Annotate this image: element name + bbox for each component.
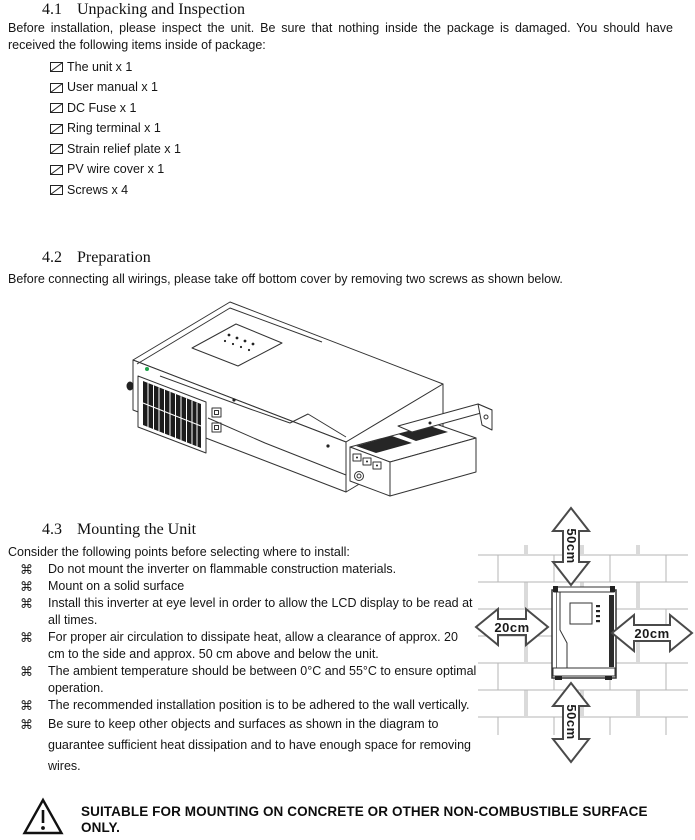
checked-box-icon — [50, 83, 63, 93]
clearance-label-right: 20cm — [634, 626, 670, 641]
list-item — [20, 714, 478, 777]
command-bullet-icon: ⌘ — [20, 630, 33, 645]
checked-box-icon — [50, 144, 63, 154]
list-item-text: For proper air circulation to dissipate heat, allow a clearance of approx. 20 cm to the side and approx. 50 cm above and below the unit. — [48, 630, 458, 661]
list-item — [50, 78, 181, 99]
list-item-label: The unit x 1 — [67, 59, 133, 74]
warning-triangle-icon — [22, 797, 64, 840]
command-bullet-icon: ⌘ — [20, 596, 33, 611]
list-item-text: Install this inverter at eye level in order to allow the LCD display to be read at all times. — [48, 596, 473, 627]
list-item — [50, 160, 181, 181]
section-4-1-heading — [42, 1, 245, 19]
section-4-3-number: 4.3 — [42, 521, 62, 538]
checked-box-icon — [50, 103, 63, 113]
section-4-2-body: Before connecting all wirings, please take off bottom cover by removing two screws as shown below. — [8, 272, 563, 286]
list-item-label: Ring terminal x 1 — [67, 121, 161, 136]
list-item-text: Mount on a solid surface — [48, 579, 185, 593]
list-item-text: The recommended installation position is to be adhered to the wall vertically. — [48, 698, 470, 712]
clearance-label-left: 20cm — [494, 620, 530, 635]
inverter-front-view — [552, 586, 616, 680]
checked-box-icon — [50, 124, 63, 134]
list-item-text: Do not mount the inverter on flammable construction materials. — [48, 562, 397, 576]
list-item — [20, 697, 478, 714]
clearance-label-above: 50cm — [564, 528, 579, 564]
list-item — [20, 595, 478, 629]
mounting-points-list — [20, 561, 478, 777]
checked-box-icon — [50, 165, 63, 175]
list-item-text: Be sure to keep other objects and surfaces as shown in the diagram to guarantee sufficient heat dissipation and to have enough space for removing wires. — [48, 717, 471, 773]
list-item — [50, 139, 181, 160]
command-bullet-icon: ⌘ — [20, 717, 33, 732]
checked-box-icon — [50, 185, 63, 195]
command-bullet-icon: ⌘ — [20, 579, 33, 594]
command-bullet-icon: ⌘ — [20, 664, 33, 679]
package-checklist — [50, 57, 181, 201]
list-item — [20, 578, 478, 595]
section-4-2-title: Preparation — [77, 249, 151, 266]
list-item-label: User manual x 1 — [67, 80, 159, 95]
command-bullet-icon: ⌘ — [20, 698, 33, 713]
inverter-line-drawing — [100, 296, 500, 506]
list-item — [20, 561, 478, 578]
clearance-label-below: 50cm — [564, 704, 579, 740]
lcd-display — [570, 603, 592, 624]
list-item-label: Screws x 4 — [67, 182, 129, 197]
command-bullet-icon: ⌘ — [20, 562, 33, 577]
list-item-label: Strain relief plate x 1 — [67, 141, 181, 156]
list-item — [20, 629, 478, 663]
section-4-1-title: Unpacking and Inspection — [77, 1, 245, 18]
list-item — [50, 98, 181, 119]
section-4-1-intro: Before installation, please inspect the unit. Be sure that nothing inside the package is damaged. You should have received the following items inside of package: — [8, 21, 673, 52]
checked-box-icon — [50, 62, 63, 72]
mounting-warning — [22, 797, 687, 840]
section-4-1-number: 4.1 — [42, 1, 62, 18]
list-item-label: DC Fuse x 1 — [67, 100, 137, 115]
section-4-2-heading — [42, 249, 151, 267]
section-4-3-heading — [42, 521, 196, 539]
wall-mount-clearance-diagram — [470, 500, 695, 785]
list-item — [20, 663, 478, 697]
list-item — [50, 119, 181, 140]
list-item-label: PV wire cover x 1 — [67, 162, 165, 177]
list-item-text: The ambient temperature should be between 0°C and 55°C to ensure optimal operation. — [48, 664, 477, 695]
list-item — [50, 57, 181, 78]
section-4-2-number: 4.2 — [42, 249, 62, 266]
section-4-3-intro: Consider the following points before selecting where to install: — [8, 545, 350, 559]
section-4-3-title: Mounting the Unit — [77, 521, 197, 538]
warning-text: SUITABLE FOR MOUNTING ON CONCRETE OR OTHER NON-COMBUSTIBLE SURFACE ONLY. — [81, 803, 648, 835]
list-item — [50, 180, 181, 201]
